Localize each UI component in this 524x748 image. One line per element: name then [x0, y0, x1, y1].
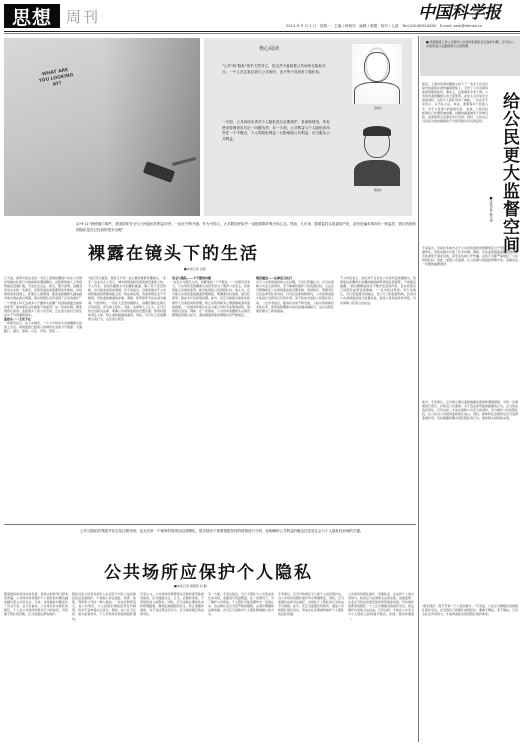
sidebar-note-box [420, 36, 520, 76]
sidebar-note-text: ■ 我国国家工作人员更多公共场所的隐私安全保护问题，应当对公共场所进行全面规划与自觉管理。 [426, 40, 514, 49]
column-text: "我们可以看到，现在几乎每一条主要街道都有摄像头。"北京一位业内人士表示，城市视频监控系统的建设速度之快，令人咋舌。而这些摄像头所拍摄的画面，除了用于治安防控，也可能流向其他渠道。有专家指出，目前我国对于公共视频监控的管理尚缺乏统一的法律法规，各地的规定也不尽相同，导致监控画面的存储、调阅、使用等环节存在诸多漏洞。与此同时，一些私人安装的摄像头，拍摄范围往往超出自家院落，涉及他人隐私。对此，法律界人士认为，应当尽快出台相关法律，明确公共视频监控的设置范围、使用权限和责任主体，防止监控画面被滥用。同时，对于私人安装摄像头的行为，也应加以规范。 [88, 276, 166, 321]
portrait-body [354, 82, 400, 104]
section-title: 思想 [12, 7, 53, 29]
article-lede: 从"9·11"到棱镜门事件，美国国家安全与公民隐私的利益冲突，一直在不断升级。作为中国人，大多数国民似乎一直抱着隔岸观火的心态。然而，几年来，随着监控头侵袭国产化，甚至是遍布城市的一般监控，我们所拥有的隐私是否已经真的很安全呢？ [76, 222, 417, 232]
sidebar-column-2: 专家指出，目前许多地方对于公共场所监控的管理规定过于笼统，缺乏可操作性，导致实践中出现了许多问题。例如，有些监控画面被随意调阅，有些被用于商业目的，甚至有些被公开传播。这些行为都严重侵犯了公民的隐私权。因此，加强公众监督，让公民参与到监控管理中来，是解决这一问题的重要途径。 [422, 246, 518, 267]
section-subtitle: 周刊 [66, 8, 101, 26]
section-title-box [4, 4, 60, 28]
article2-column-5: 专家建议，应当尽快制定专门的个人信息保护法，对公共场所的隐私保护作出明确规定。同时，应当加强执法和司法保护，对侵犯个人隐私的行为依法予以制裁。此外，还应当加强宣传教育，提高公众的隐私保护意识，形成全社会尊重和保护个人隐私的良好氛围。 [278, 592, 344, 617]
sidebar-column-3: 此外，专家建议，应当建立健全监控画面的查询和调阅制度，对每一次调阅进行登记，并接受公众监督。对于违法使用监控画面的行为，应当依法追究责任。只有这样，才能在保障公共安全的同时，充分保护公民的隐私权，让公民对公共视频监控真正放心。同时，媒体和社会组织也应当发挥监督作用，及时揭露和曝光侵犯隐私的行为，推动相关制度的完善。 [422, 400, 518, 421]
core-reading-p1: "公共"和"隐私"似乎天然对立，但这并不意味着公共场所无隐私可言。一个人在注重自我与公共场所，也不等于其放弃了隐私权。 [222, 64, 326, 74]
article-column-3 [172, 276, 250, 520]
article2-column-3: 专家认为，公共场所的管理者在安装和使用监控设备时，应当遵循合法、正当、必要的原则，不得侵犯他人的隐私。同时，应当采取必要的技术和管理措施，确保监控画面的安全，防止泄露和滥用。对于违反规定的行为，应当承担相应的法律责任。 [140, 592, 204, 617]
article2-column-4: 另一方面，专家也指出，当个人隐私与公共利益发生冲突时，需要进行利益衡量。在一些情况下，为了维护公共利益，个人隐私可能需要作出一定的让步。但这种让步应当有严格的限制，必须有明确的法律依据，并且应当采取对个人隐私影响最小的方式。 [208, 592, 274, 617]
column-text: 不少市民表示，他们并不反对在公共场所安装摄像头，但希望这些摄像头拍摄的画面能够得到妥善保管，不被随意泄露。"我们理解监控对于维护治安的作用，但也希望自己的隐私能够受到尊重。"一位市民这样说。有专家建议，可以借鉴国外的做法，设立专门的监督机构，负责对公共视频监控进行监督检查，接受公民的投诉和举报，切实保障公民的合法权益。 [340, 276, 416, 305]
header-rule [4, 31, 520, 32]
article2-column-2: 隐私权是公民享有的私人生活安宁与私人信息秘密依法受到保护，不被他人非法侵扰、知悉、收集、利用和公开的一种人格权。一位法学教授表示，在公共场所，个人的隐私期待虽然有所降低，但并不意味着完全丧失。例如，在公共卫生间、更衣室等场所，个人仍然享有较高的隐私期待。 [72, 592, 136, 621]
article-byline-2: ■本报记者 胡珉琦 何 静 [174, 584, 207, 588]
article-column-2 [88, 276, 166, 520]
article-column-5 [340, 276, 416, 520]
column-subhead: 规范建设——法律应当先行 [256, 276, 293, 280]
sidebar-divider [418, 36, 419, 742]
sidebar-vertical-headline: 给公民更大监督空间 [499, 92, 519, 254]
portrait-illustration-1 [352, 44, 402, 104]
article-column-1 [4, 276, 82, 520]
article-headline: 裸露在镜头下的生活 [88, 244, 259, 264]
column-text: 对于公共视频监控的立法问题，专家们普遍认为，应当在保障公共安全的同时，充分尊重和保护公民的隐私权。立法应当明确规定公共视频监控的设置原则、审批程序、管理责任以及法律责任等内容。只有在法律的框架内，公共视频监控才能真正发挥其应有的作用，而不致成为侵犯公民隐私的工具。一位学者指出，随着技术的不断发展，人脸识别等新技术的应用，使得监控摄像头的功能越来越强大，这也对隐私保护提出了新的挑战。 [256, 280, 334, 313]
photo-shadow [104, 38, 200, 216]
column-text: 几天前，深圳市某企业的一名员工因被拍摄到与车在公司停车场做出轻率行为的视频而遭到曝光。这段视频被人上传到网络后迅速扩散，引发社会关注。此后，警方查明，拍摄者是该企业的一名保安，其利用监控室的便利条件偷拍，并将视频发布到网上。此事让人联想到，随着监控摄像头越来越多地出现在我们周围，我们的隐私是否受到了应有的保护？一个普通人每天会被多少个摄像头拍摄？拍到的画面会被如何使用？谁来保证这些画面不被滥用？这一连串问题，都值得我们深思。监控镜头下的公共空间，正在成为我们日常生活中不可回避的现实。 [4, 276, 82, 317]
portrait-illustration-2 [352, 120, 402, 186]
sidebar-column-4: "隐私保护，离不开每一个公民的参与。"专家说，公民应当增强自身的隐私保护意识，在发现自己的隐私被侵犯时，要敢于维权，善于维权。只有全社会共同努力，才能构建起完善的隐私保护体系。 [422, 604, 518, 617]
core-reading-p2: 一方面，公共场所应该对个人隐私进行必要保护，其诸般使用，所有使用管理者应对正一问题负责；另一方面，公共利益与个人隐私的冲突在一个平衡点，个人的隐私利益一旦影响到公共利益，应当服从公共利益。 [222, 120, 330, 141]
column-text: "在安全与隐私之间，需要找到一个平衡点。"一位研究者表示，公共场所安装摄像头的初衷是为了维护公共安全，但如果缺乏有效的监管，就可能侵犯公民的隐私权。他认为，应当建立完善的监控画面管理制度，明确谁有权查看、谁有权使用、保存多长时间等问题。此外，还应当加强对监控系统操作人员的培训和管理，防止其利用职务之便泄露或滥用监控画面。一些国家和地区在这方面已有较为成熟的经验，值得我们借鉴。例如，在一些国家，公共场所的摄像头必须设置明显的提示标志，监控画面的保存期限也有严格规定。 [172, 280, 250, 317]
article-lede-2: 公共与隐私的界限并非总是泾渭分明，也无法用一个简单的规则加以清晰化，很多情况下需要根据具体的情境进行分析，而明晰的公共利益的概念往往是社会与个人隐私权协调的关键。 [80, 529, 364, 533]
sidebar-column-1: 最近，上海市某商场摄像头拍下了一名女子在试衣间内的视频并被传播到网络上，引发了公众对商场监控管理的担忧。事实上，这类事件并非个例。公共场所监控摄像头的大量使用，在给人们带来安全感的同时，也给个人隐私带来了威胁。一位法学专家表示，应当从立法、执法、监督等多个层面入手，给予公民更大的监督空间。 他说，公民有权知道自己在哪里被拍摄、拍摄的画面被用于何种目的、由谁保管以及保存多长时间。同时，公民也应当有权对监控画面的不当使用提出异议和投诉。 [422, 82, 488, 123]
newspaper-masthead: 中国科学报 [418, 3, 501, 23]
surveillance-camera-photo [4, 38, 200, 216]
publication-info: 2013 年 9 月 2 日 星期一 主编 / 韩规劝 编辑 / 姜靓 校对 / 么凯 Tel:(010)82614630 E-mail: sxzk@stimes.cn [286, 24, 483, 28]
article2-column-6: 公共场所的隐私保护，需要政府、企业和个人的共同努力。政府应当完善相关法律法规，加强监管；企业应当依法依规安装和使用监控设备，切实保护消费者的隐私；个人应当增强自我保护意识，依法维护自身的合法权益。只有这样，才能在公共安全与个人隐私之间找到平衡点，实现二者的和谐统一。 [348, 592, 414, 621]
article-headline-2: 公共场所应保护个人隐私 [104, 563, 313, 583]
core-reading-box [204, 38, 412, 216]
column-subhead: 安全与隐私——个平衡的问题 [172, 276, 212, 280]
column-subhead: 监控头一一无处不在 [4, 316, 32, 321]
header-rule-thin [4, 33, 520, 34]
portrait-caption-1: 廖晓东 [374, 107, 382, 110]
article-byline: ■本报记者 洪蔚 [184, 267, 206, 271]
section-divider [4, 524, 416, 525]
portrait-head [364, 52, 390, 82]
portrait-body [354, 160, 400, 186]
article2-column-1: 随着数码信息技术的发展，监控头的使用已经非常普遍，公共场所如何保护个人隐私的问题也越来越引起人们的关注。日前，本报就此问题采访了有关专家。在专家看来，公共场所并非隐私的禁区，个人在公共场所的某些行为和信息，仍然属于隐私的范畴，应当受到法律的保护。 [4, 592, 68, 617]
column-text: 一些研究显示，在大中城市，一个人平均每天会被摄像头拍到上百次。视频监控已经深入到城市生活的方方面面：交通路口、银行、商场、小区、学校、医院…… [4, 321, 82, 334]
core-reading-heading: 核心阅读 [258, 46, 279, 52]
portrait-caption-2: 魏国栋 [374, 189, 382, 192]
sidebar-vertical-byline: ■本报记者 韩天琪 [489, 196, 494, 222]
article-column-4 [256, 276, 334, 520]
wall-graffiti-text: WHAT ARE YOU LOOKING AT? [38, 67, 74, 88]
portrait-hair [363, 126, 391, 136]
